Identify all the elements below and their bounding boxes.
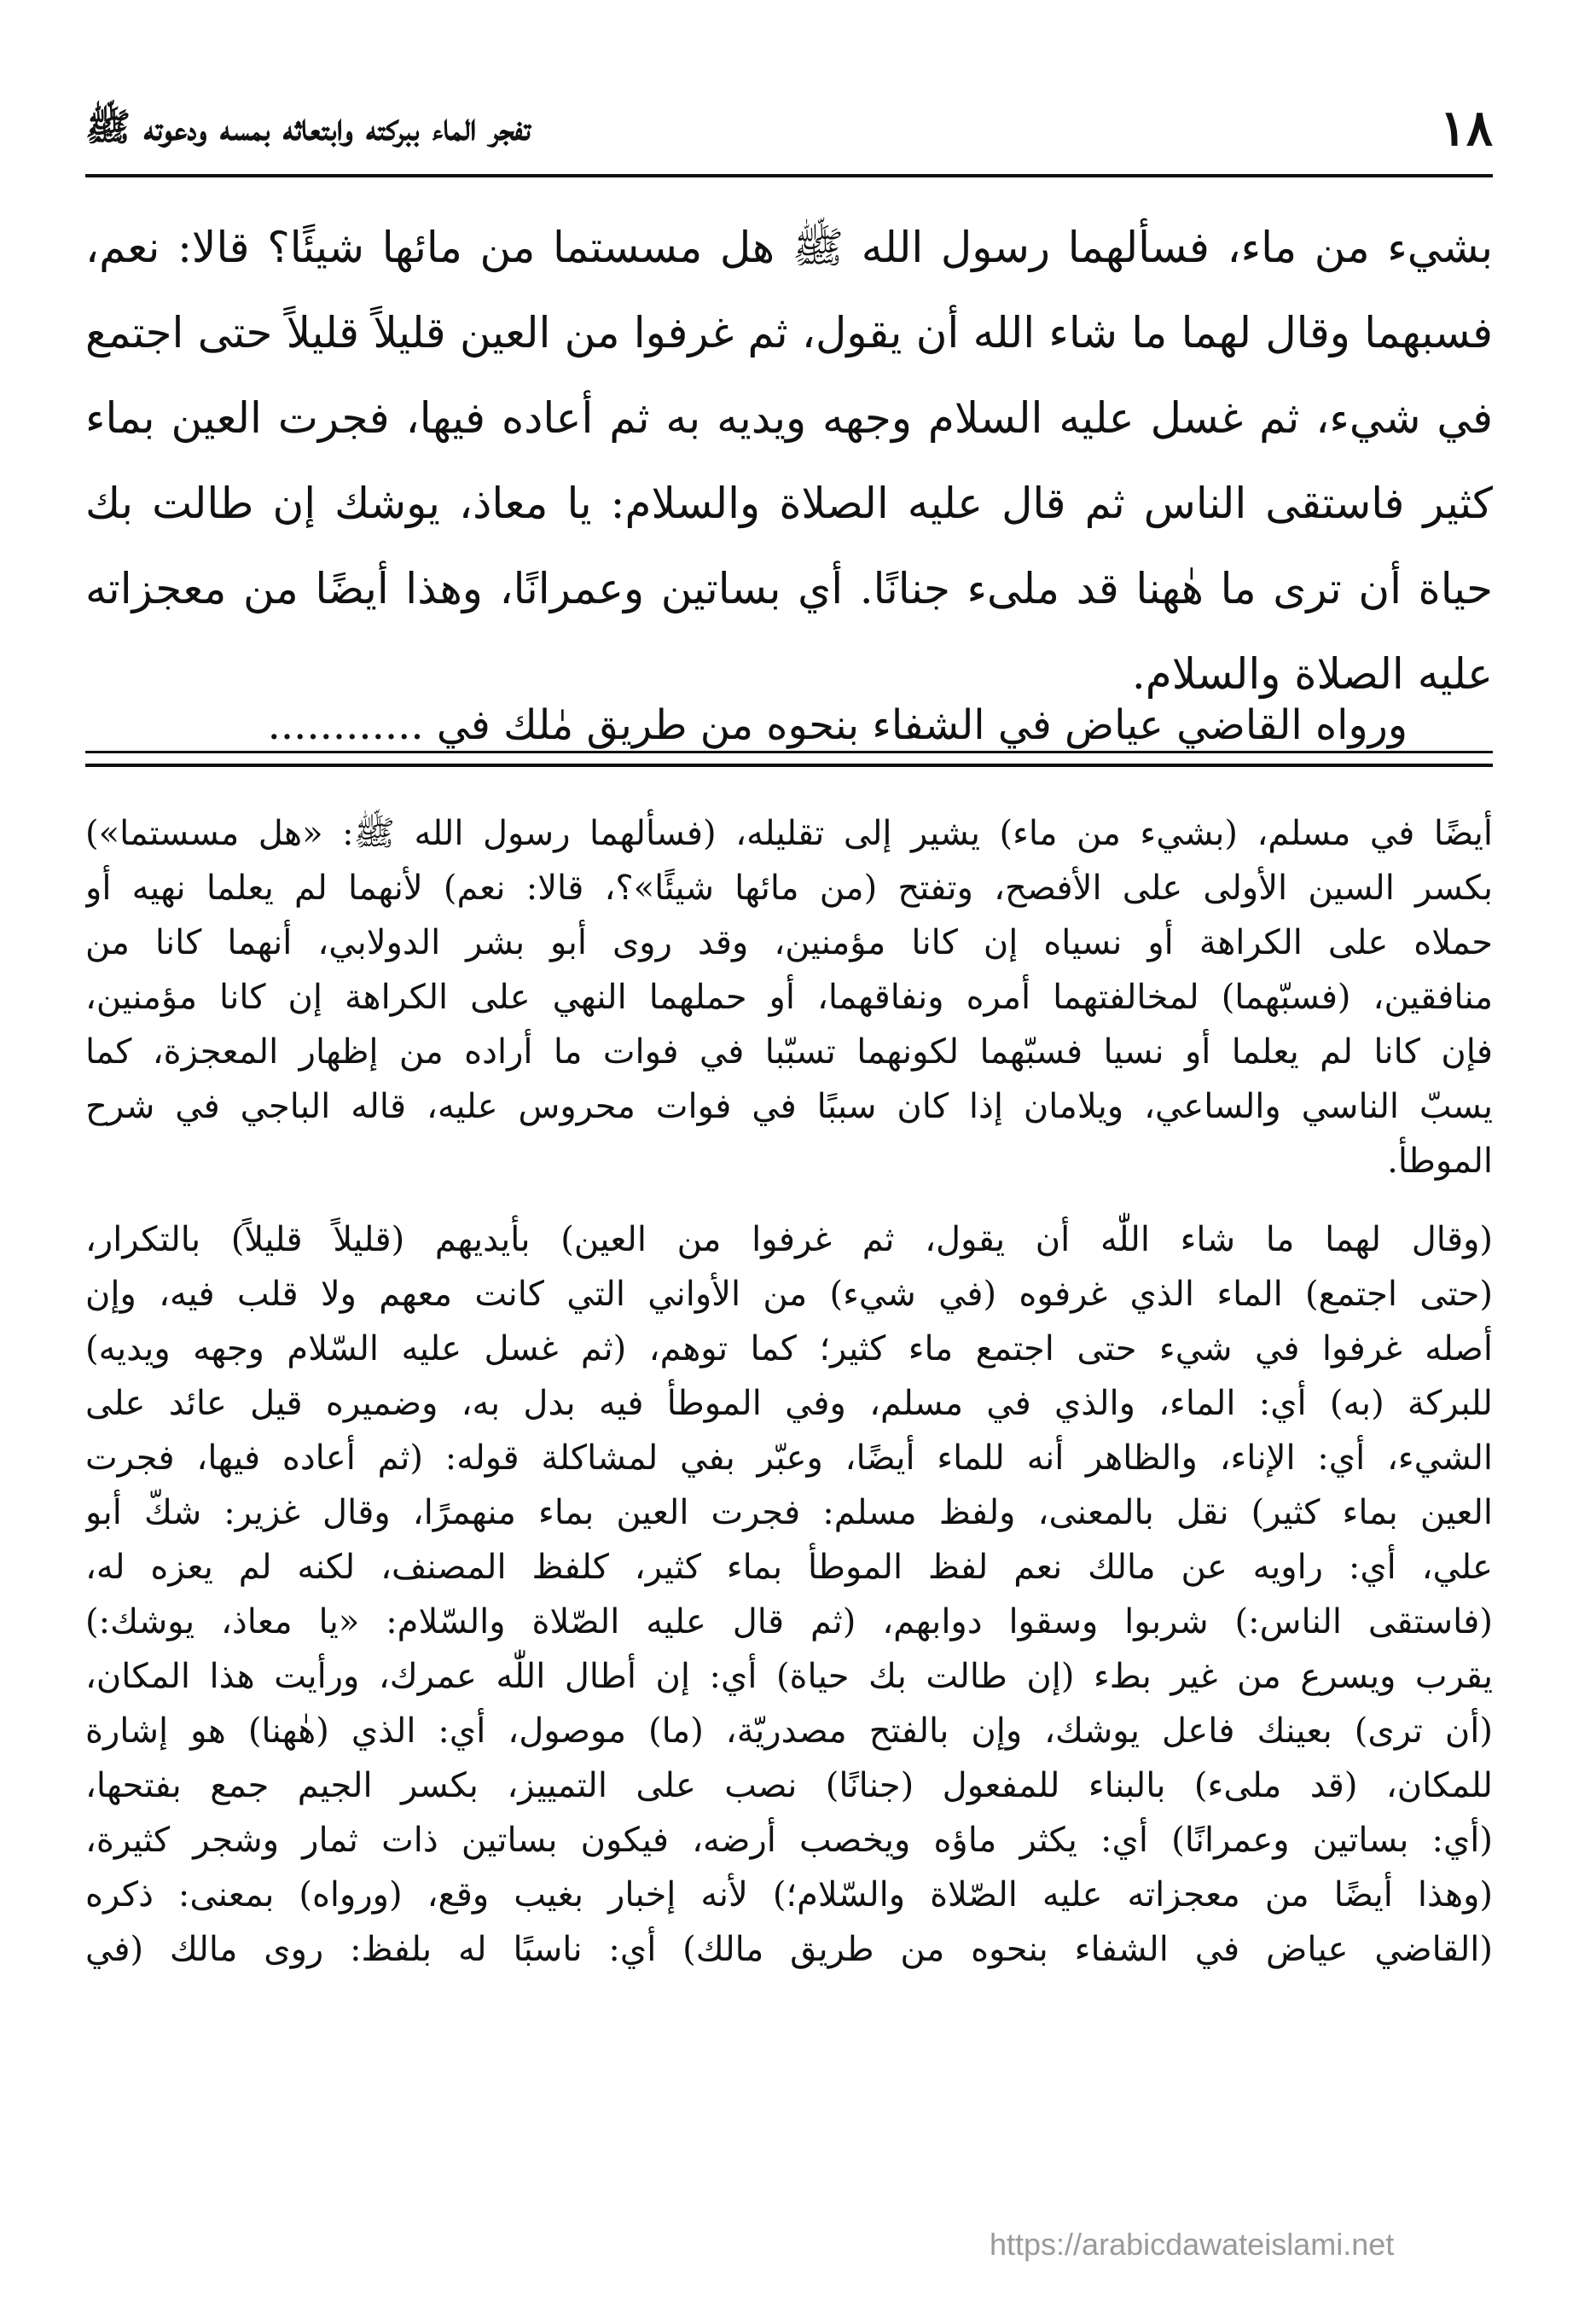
commentary-line: أيضًا في مسلم، (بشيء من ماء) يشير إلى تقليله، (فسألهما رسول الله ﷺ: «هل مسستما») [85,814,1493,853]
main-text-line: كثير فاستقى الناس ثم قال عليه الصلاة والسلام: يا معاذ، يوشك إن طالت بك [85,479,1493,528]
continuation-dots: ............ [267,701,424,749]
commentary-line: (فاستقى الناس:) شربوا وسقوا دوابهم، (ثم قال عليه الصّلاة والسّلام: «يا معاذ، يوشك:) [85,1602,1493,1641]
commentary-line: فإن كانا لم يعلما أو نسيا فسبّهما لكونهما تسبّبا في فوات ما أراده من إظهار المعجزة، كما [85,1032,1493,1072]
main-text-line: حياة أن ترى ما هٰهنا قد ملىء جنانًا. أي بساتين وعمرانًا، وهذا أيضًا من معجزاته [85,564,1493,613]
main-text-line: عليه الصلاة والسلام. [1131,649,1493,699]
commentary-line: بكسر السين الأولى على الأفصح، وتفتح (من مائها شيئًا»؟، قالا: نعم) لأنهما لم يعلما نهيه أو [85,869,1493,908]
continuation-text: ورواه القاضي عياض في الشفاء بنحوه من طريق مٰلك في [436,701,1408,749]
commentary [85,806,1493,1977]
commentary-line: الموطأ. [1387,1142,1493,1181]
main-text-line: فسبهما وقال لهما ما شاء الله أن يقول، ثم غرفوا من العين قليلاً قليلاً حتى اجتمع [85,308,1493,357]
commentary-line: (أن ترى) بعينك فاعل يوشك، وإن بالفتح مصدريّة، (ما) موصول، أي: الذي (هٰهنا) هو إشارة [85,1711,1493,1751]
commentary-paragraph [85,806,1493,1188]
page-number: ١٨ [1439,99,1493,157]
commentary-line: (وقال لهما ما شاء اللّٰه أن يقول، ثم غرفوا من العين) بأيديهم (قليلاً قليلاً) بالتكرار، [85,1220,1493,1259]
paragraph-gap [85,1188,1493,1212]
commentary-line: يقرب ويسرع من غير بطء (إن طالت بك حياة) أي: إن أطال اللّٰه عمرك، ورأيت هذا المكان، [85,1657,1493,1696]
running-title: تفجر الماء ببركته وابتعاثه بمسه ودعوته ﷺ [85,106,531,149]
page-header [85,94,1493,162]
commentary-line: (حتى اجتمع) الماء الذي غرفوه (في شيء) من الأواني التي كانت معهم ولا قلب فيه، وإن [85,1275,1493,1314]
commentary-line: (وهذا أيضًا من معجزاته عليه الصّلاة والسّلام؛) لأنه إخبار بغيب وقع، (ورواه) بمعنى: ذكره [85,1875,1493,1914]
main-text [85,205,1493,717]
continuation-underline [85,751,1493,753]
main-text-line: بشيء من ماء، فسألهما رسول الله ﷺ هل مسستما من مائها شيئًا؟ قالا: نعم، [85,223,1493,272]
commentary-line: (أي: بساتين وعمرانًا) أي: يكثر ماؤه ويخصب أرضه، فيكون بساتين ذات ثمار وشجر كثيرة، [85,1821,1493,1860]
commentary-line: منافقين، (فسبّهما) لمخالفتهما أمره ونفاقهما، أو حملهما النهي على الكراهة إن كانا مؤمنين، [85,978,1493,1017]
watermark-url: https://arabicdawateislami.net [990,2227,1395,2262]
header-rule [85,174,1493,177]
commentary-paragraph [85,1212,1493,1977]
commentary-line: العين بماء كثير) نقل بالمعنى، ولفظ مسلم: فجرت العين بماء منهمرًا، وقال غزير: شكّ أبو [85,1493,1493,1532]
commentary-line: (القاضي عياض في الشفاء بنحوه من طريق مالك) أي: ناسبًا له بلفظ: روى مالك (في [85,1930,1493,1969]
commentary-line: يسبّ الناسي والساعي، ويلامان إذا كان سببًا في فوات محروس عليه، قاله الباجي في شرح [85,1087,1493,1126]
commentary-line: حملاه على الكراهة أو نسياه إن كانا مؤمنين، وقد روى أبو بشر الدولابي، أنهما كانا من [85,923,1493,962]
main-text-line: في شيء، ثم غسل عليه السلام وجهه ويديه به ثم أعاده فيها، فجرت العين بماء [85,393,1493,443]
commentary-line: للبركة (به) أي: الماء، والذي في مسلم، وفي الموطأ فيه بدل به، وضميره قيل عائد على [85,1384,1493,1423]
commentary-divider [85,764,1493,767]
commentary-line: أصله غرفوا في شيء حتى اجتمع ماء كثير؛ كما توهم، (ثم غسل عليه السّلام وجهه ويديه) [85,1329,1493,1368]
commentary-line: علي، أي: راويه عن مالك نعم لفظ الموطأ بماء كثير، كلفظ المصنف، لكنه لم يعزه له، [85,1548,1493,1587]
commentary-line: للمكان، (قد ملىء) بالبناء للمفعول (جنانًا) نصب على التمييز، بكسر الجيم جمع بفتحها، [85,1766,1493,1805]
commentary-line: الشيء، أي: الإناء، والظاهر أنه للماء أيضًا، وعبّر بفي لمشاكلة قوله: (ثم أعاده فيها، فجرت [85,1438,1493,1478]
